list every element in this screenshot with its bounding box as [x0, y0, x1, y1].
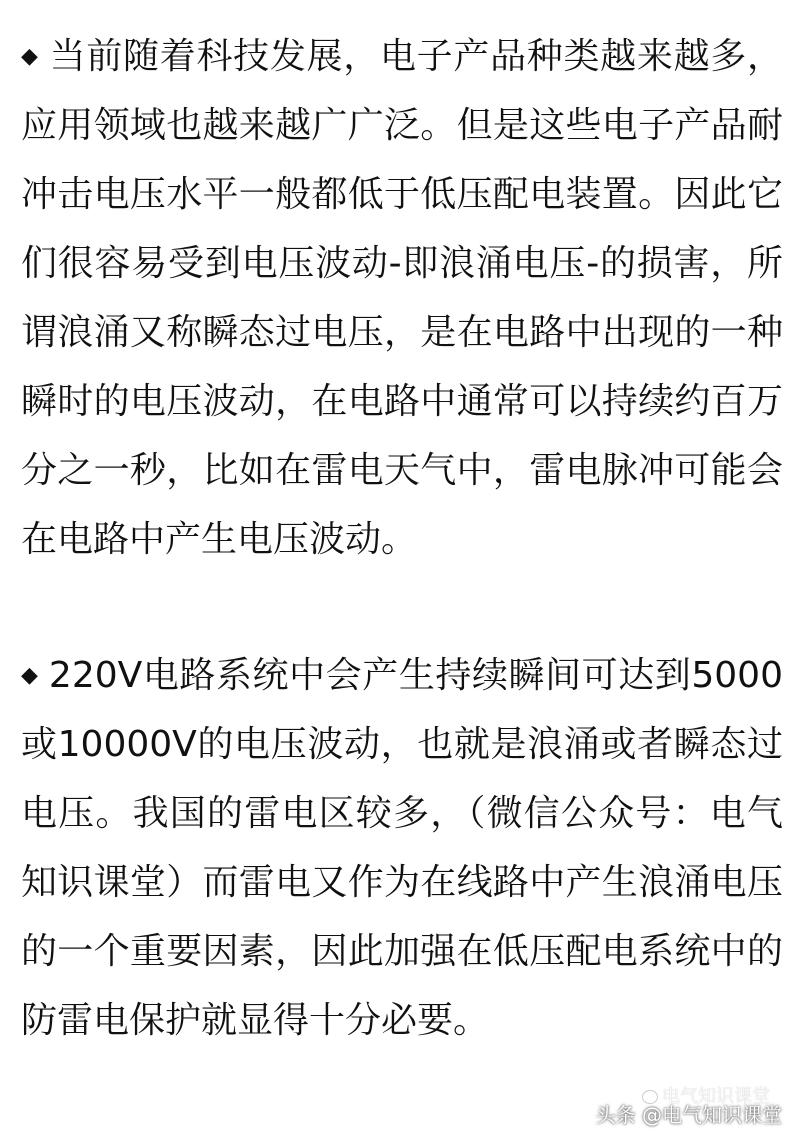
paragraph-1-text: 当前随着科技发展，电子产品种类越来越多，应用领域也越来越广广泛。但是这些电子产品耐冲击电压水平一般都低于低压配电装置。因此它们很容易受到电压波动-即浪涌电压-的损害，所谓浪涌又称瞬态过电压，是在电路中出现的一种瞬时的电压波动，在电路中通常可以持续约百万分之一秒，比如在雷电天气中，雷电脉冲可能会在电路中产生电压波动。 [21, 36, 783, 560]
diamond-bullet-icon: ◆ [21, 44, 38, 69]
article-body [21, 22, 783, 1055]
paragraph-2-text: 220V电路系统中会产生持续瞬间可达到5000或10000V的电压波动，也就是浪涌或者瞬态过电压。我国的雷电区较多，（微信公众号：电气知识课堂）而雷电又作为在线路中产生浪涌电压的一个重要因素，因此加强在低压配电系统中的防雷电保护就显得十分必要。 [21, 655, 783, 1041]
diamond-bullet-icon: ◆ [21, 663, 38, 688]
toutiao-watermark: 头条 @电气知识课堂 [595, 1103, 782, 1127]
wechat-watermark-text: 电气知识课堂 [662, 1086, 770, 1107]
paragraph-2 [21, 641, 783, 1055]
paragraph-1 [21, 22, 783, 574]
